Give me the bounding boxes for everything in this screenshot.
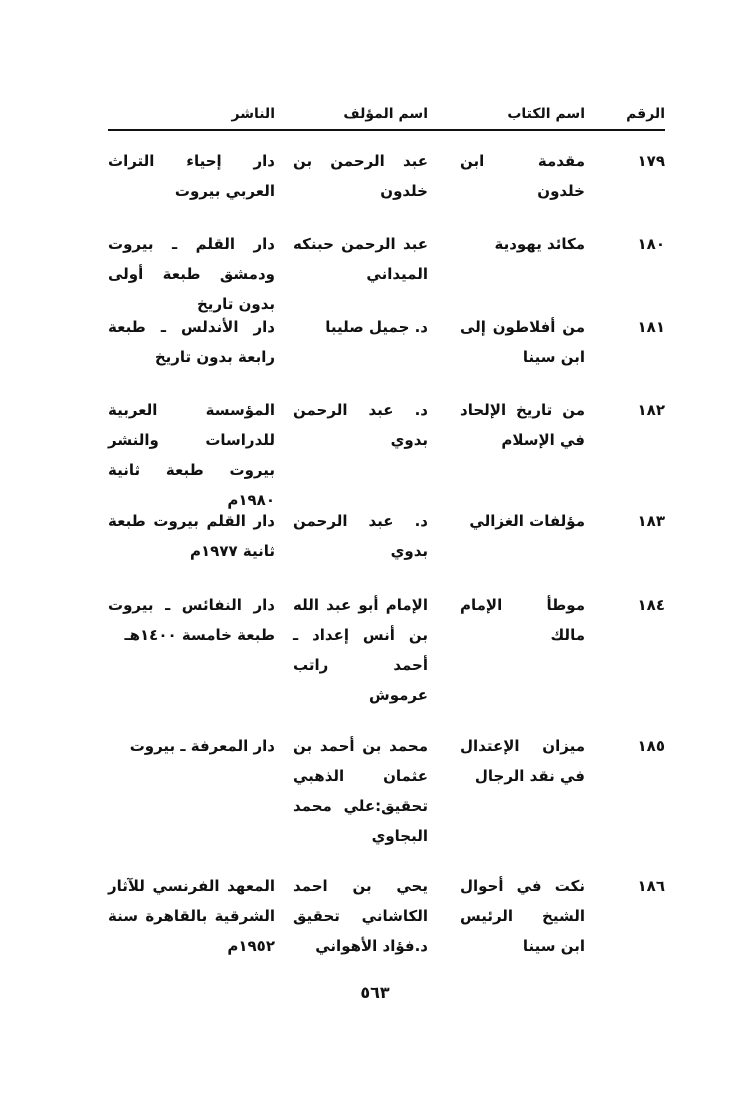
row-publisher: دار المعرفة ـ بيروت xyxy=(129,737,275,755)
row-book-title: مكائد يهودية xyxy=(494,235,585,253)
header-book: اسم الكتاب xyxy=(507,106,585,122)
row-publisher: المعهد الفرنسي للآثار الشرقية بالقاهرة سنة ١٩٥٢م xyxy=(108,877,275,955)
row-author: يحي بن احمد الكاشاني تحقيق د.فؤاد الأهواني xyxy=(293,877,428,955)
row-publisher: دار إحياء التراث العربي بيروت xyxy=(108,152,275,200)
row-publisher: دار النفائس ـ بيروت طبعة خامسة ١٤٠٠هـ xyxy=(108,596,275,644)
row-author: محمد بن أحمد بن عثمان الذهبي تحقيق:علي محمد البجاوي xyxy=(293,737,428,845)
row-publisher: المؤسسة العربية للدراسات والنشر بيروت طبعة ثانية ١٩٨٠م xyxy=(108,401,275,509)
row-number: ١٨٥ xyxy=(637,737,665,755)
page-number: ٥٦٣ xyxy=(360,983,390,1002)
header-number: الرقم xyxy=(626,106,665,122)
row-number: ١٨٠ xyxy=(637,235,665,253)
row-book-title: موطأ الإمام مالك xyxy=(460,596,585,644)
header-publisher: الناشر xyxy=(231,106,275,122)
row-author: د. جميل صليبا xyxy=(325,318,428,336)
row-author: عبد الرحمن بن خلدون xyxy=(293,152,428,200)
row-number: ١٧٩ xyxy=(637,152,665,170)
row-book-title: مقدمة ابن خلدون xyxy=(460,152,585,200)
row-author: الإمام أبو عبد الله بن أنس إعداد ـ أحمد راتب عرموش xyxy=(293,596,428,704)
row-number: ١٨١ xyxy=(637,318,665,336)
row-number: ١٨٦ xyxy=(637,877,665,895)
row-publisher: دار الأندلس ـ طبعة رابعة بدون تاريخ xyxy=(108,318,275,366)
row-number: ١٨٤ xyxy=(637,596,665,614)
row-book-title: ميزان الإعتدال في نقد الرجال xyxy=(460,737,585,785)
header-author: اسم المؤلف xyxy=(343,106,428,122)
row-number: ١٨٣ xyxy=(637,512,665,530)
row-author: د. عبد الرحمن بدوي xyxy=(293,401,428,449)
row-book-title: من تاريخ الإلحاد في الإسلام xyxy=(460,401,585,449)
row-number: ١٨٢ xyxy=(637,401,665,419)
row-book-title: نكت في أحوال الشيخ الرئيس ابن سينا xyxy=(460,877,585,955)
row-publisher: دار القلم ـ بيروت ودمشق طبعة أولى بدون تاريخ xyxy=(108,235,275,313)
row-book-title: مؤلفات الغزالي xyxy=(469,512,585,530)
row-publisher: دار القلم بيروت طبعة ثانية ١٩٧٧م xyxy=(108,512,275,560)
row-author: عبد الرحمن حبنكه الميداني xyxy=(293,235,428,283)
row-author: د. عبد الرحمن بدوي xyxy=(293,512,428,560)
row-book-title: من أفلاطون إلى ابن سينا xyxy=(460,318,585,366)
